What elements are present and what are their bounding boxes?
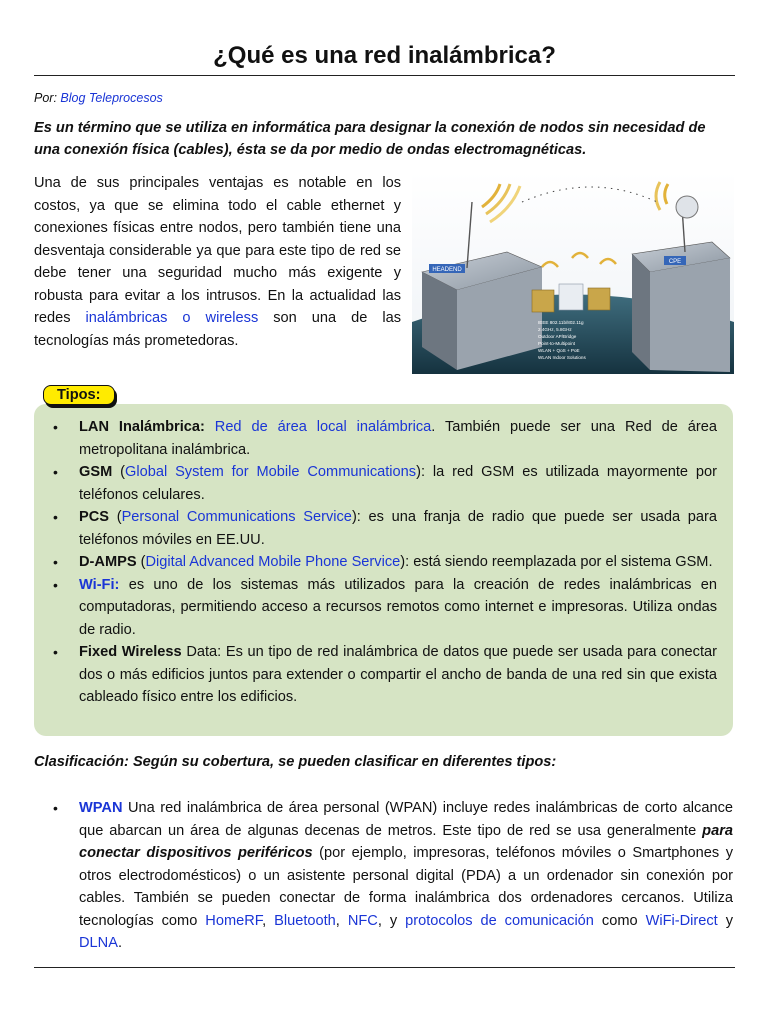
dlna-link[interactable]: DLNA (79, 935, 118, 951)
page-title: ¿Qué es una red inalámbrica? (213, 42, 556, 69)
byline-prefix: Por: (34, 91, 61, 105)
protocolos-link[interactable]: protocolos de comunicación (405, 912, 594, 929)
separator: como (593, 912, 646, 929)
item-text: Data: Es un tipo de red inalámbrica de datos que puede ser usada para conectar dos o más edificios juntos para extender o compartir el ancho de banda de una red sin que exista cableado físico entre los edificios. (79, 644, 717, 705)
bullet: • (53, 800, 58, 816)
item-text: es uno de los sistemas más utilizados para la creación de redes inalámbricas en computadoras, permitiendo acceso a recursos remotos como internet e impresoras. Utiliza ondas de radio. (79, 576, 717, 638)
tipos-heading-tab: Tipos: (43, 385, 115, 405)
wireless-link[interactable]: inalámbricas o wireless (85, 310, 259, 326)
document-page (34, 0, 735, 951)
intro-section (34, 172, 735, 372)
spec-line: Point-to-Multipoint (538, 341, 576, 346)
bullet: • (53, 464, 58, 480)
item-term: PCS (79, 509, 110, 525)
item-text: Una red inalámbrica de área personal (WPAN) incluye redes inalámbricas de corto alcance que abarcan un área de algunas decenas de metros. Este tipo de red se usa generalmente (79, 800, 733, 839)
item-text: ): está siendo reemplazada por el sistema GSM. (400, 554, 713, 570)
separator: , (262, 912, 275, 929)
list-item (53, 551, 717, 574)
cpe-tag: CPE (668, 259, 682, 265)
lead-paragraph: Es un término que se utiliza en informática para designar la conexión de nodos sin necesidad de una conexión física (cables), ésta se da por medio de ondas electromagnéticas. (34, 120, 706, 158)
list-item (53, 416, 717, 461)
list-item (53, 574, 717, 642)
title-divider (34, 75, 735, 76)
byline (34, 91, 735, 105)
bullet: • (53, 644, 58, 660)
item-text: ): es una franja de radio que puede ser usada para teléfonos móviles en EE.UU. (79, 509, 717, 548)
item-link[interactable]: Red de área local inalámbrica (214, 419, 432, 435)
wpan-link[interactable]: WPAN (79, 800, 123, 816)
list-item (53, 797, 734, 955)
item-text: ( (112, 464, 125, 480)
item-text: . También puede ser una Red de área metropolitana inalámbrica. (79, 419, 717, 458)
item-link[interactable]: Personal Communications Service (121, 509, 352, 525)
spec-line: WLAN + QoS + PoE (538, 348, 580, 353)
item-term: LAN Inalámbrica: (79, 419, 205, 435)
separator: . (117, 935, 122, 951)
spec-line: 2.4GHz, 5.8GHz (538, 327, 572, 332)
tipos-list (34, 404, 733, 709)
separator: , (335, 912, 348, 929)
wireless-network-illustration (412, 172, 734, 374)
author-link[interactable]: Blog Teleprocesos (60, 91, 163, 105)
clasificacion-list (53, 797, 734, 955)
bullet: • (53, 419, 58, 435)
homerf-link[interactable]: HomeRF (205, 912, 263, 929)
item-link[interactable]: Global System for Mobile Communications (125, 464, 417, 480)
spec-line: WLAN Indoor Solutions (538, 355, 586, 360)
item-term: Fixed Wireless (79, 644, 182, 660)
bluetooth-link[interactable]: Bluetooth (274, 912, 336, 929)
spec-line: IEEE 802.11b/802.11g (538, 320, 584, 325)
item-text: ( (109, 509, 122, 525)
emphasis-text: para conectar dispositivos periféricos (79, 822, 733, 861)
intro-text-after: son una de las tecnologías más prometedoras. (34, 310, 401, 349)
wifi-direct-link[interactable]: WiFi-Direct (645, 912, 718, 929)
bullet: • (53, 554, 58, 570)
item-term: D-AMPS (79, 554, 137, 570)
spec-line: Outdoor AP/Bridge (538, 334, 577, 339)
headend-tag: HEADEND (432, 267, 462, 273)
list-item (53, 641, 717, 709)
nfc-link[interactable]: NFC (347, 912, 378, 929)
wifi-link[interactable]: Wi-Fi: (79, 576, 120, 593)
clasificacion-heading: Clasificación: Según su cobertura, se pueden clasificar en diferentes tipos: (34, 754, 557, 770)
bullet: • (53, 576, 58, 593)
bullet: • (53, 509, 58, 525)
footer-divider (34, 967, 735, 968)
item-text: ( (136, 554, 146, 570)
intro-text-before: Una de sus principales ventajas es notable en los costos, ya que se elimina todo el cable ethernet y conexiones físicas entre nodos, pero también tiene una desventaja considerable ya que para este tipo de red se debe tener una seguridad mucho más exigente y robusta para evitar a los intrusos. En la actualidad las redes (34, 175, 401, 326)
item-text: (por ejemplo, impresoras, teléfonos móviles o Smartphones y otros electrodomésticos) o un asistente personal digital (PDA) a un ordenador sin conexión por cables. También se pueden conectar de forma inalámbrica dos ordenadores cercanos. Utiliza tecnologías como (79, 845, 733, 929)
item-term: GSM (79, 464, 113, 480)
item-link[interactable]: Digital Advanced Mobile Phone Service (145, 554, 401, 570)
list-item (53, 461, 718, 506)
tipos-box (34, 404, 733, 736)
item-text: ): la red GSM es utilizada mayormente por teléfonos celulares. (79, 464, 718, 503)
separator: y (717, 912, 734, 929)
separator: , y (377, 912, 406, 929)
intro-paragraph (34, 172, 401, 352)
list-item (53, 506, 717, 551)
